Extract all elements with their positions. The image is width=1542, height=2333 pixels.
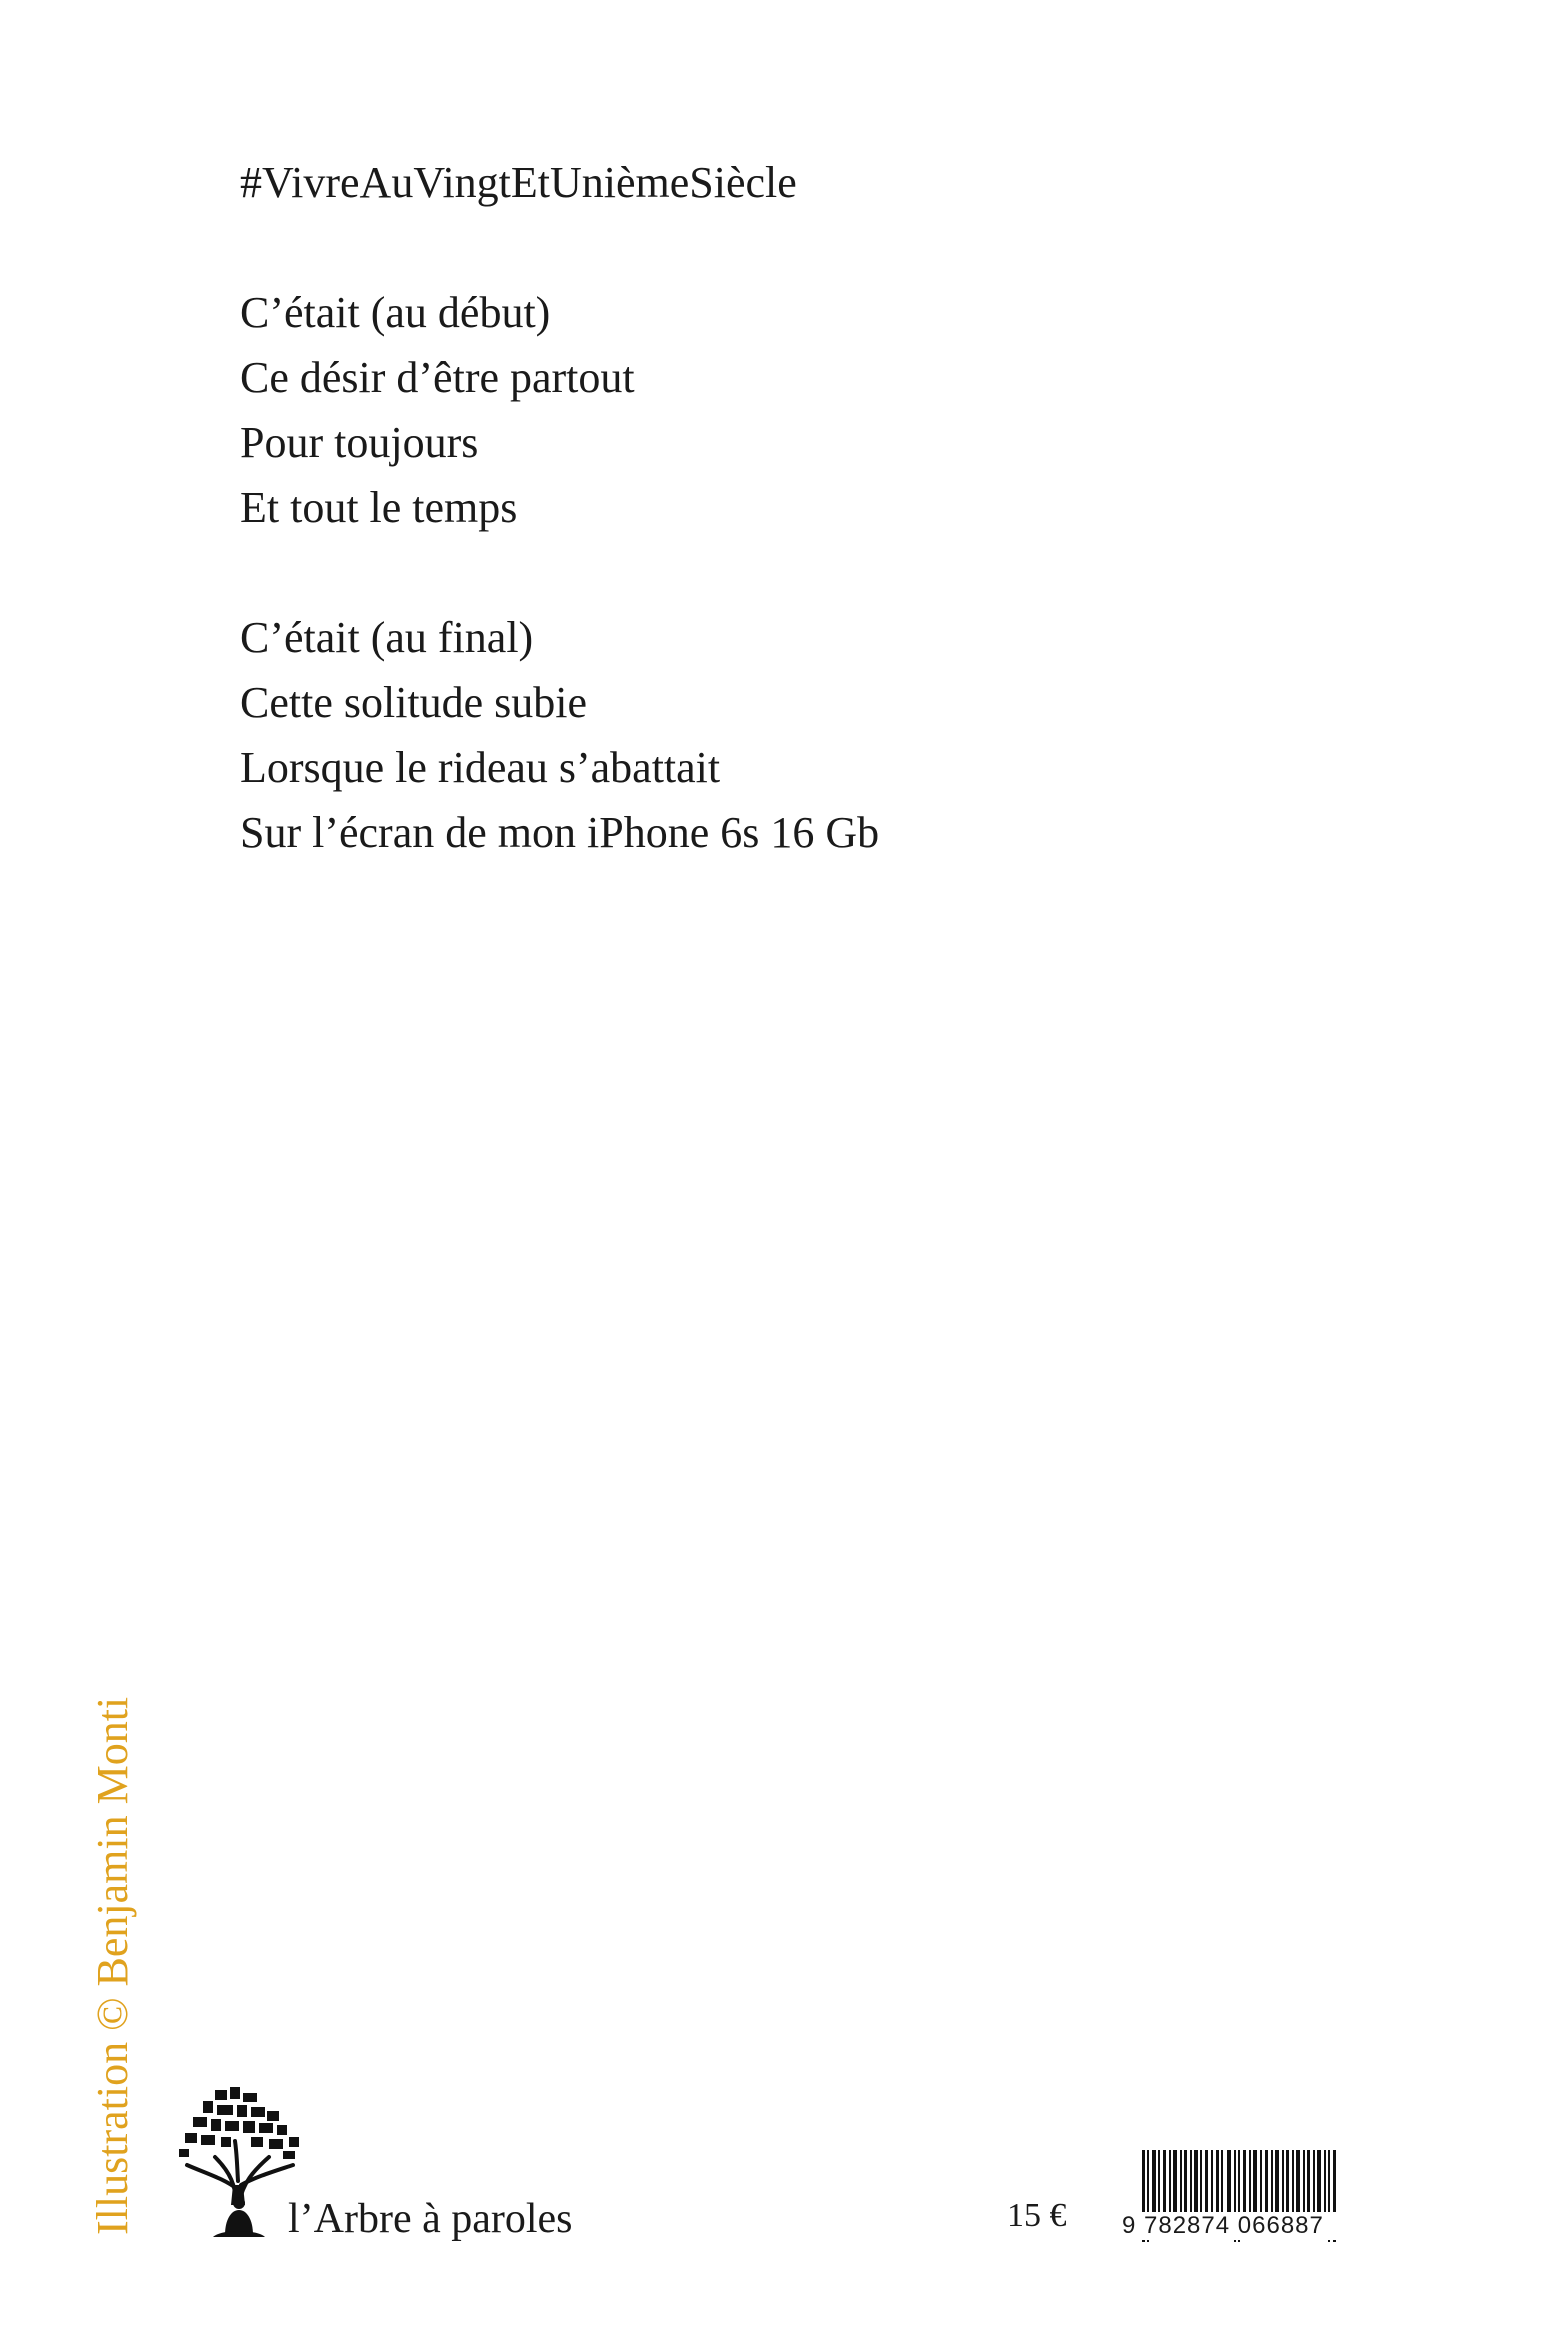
illustration-credit: Illustration © Benjamin Monti [88, 1696, 137, 2235]
poem-line: Sur l’écran de mon iPhone 6s 16 Gb [240, 808, 880, 857]
poem-line: Et tout le temps [240, 483, 518, 532]
poem [240, 150, 879, 930]
price: 15 € [1007, 2197, 1067, 2234]
barcode-icon [1120, 2150, 1360, 2245]
publisher-name: l’Arbre à paroles [288, 2196, 573, 2242]
poem-line: Lorsque le rideau s’abattait [240, 743, 721, 792]
poem-line: C’était (au final) [240, 613, 534, 662]
poem-line: Ce désir d’être partout [240, 353, 635, 402]
stanza-1 [240, 280, 879, 540]
poem-line: C’était (au début) [240, 288, 551, 337]
poem-line: Pour toujours [240, 418, 479, 467]
poem-line: Cette solitude subie [240, 678, 588, 727]
stanza-2 [240, 605, 879, 865]
isbn-digits: 9 782874 066887 [1120, 2212, 1362, 2240]
poem-title: #VivreAuVingtEtUnièmeSiècle [240, 158, 797, 207]
